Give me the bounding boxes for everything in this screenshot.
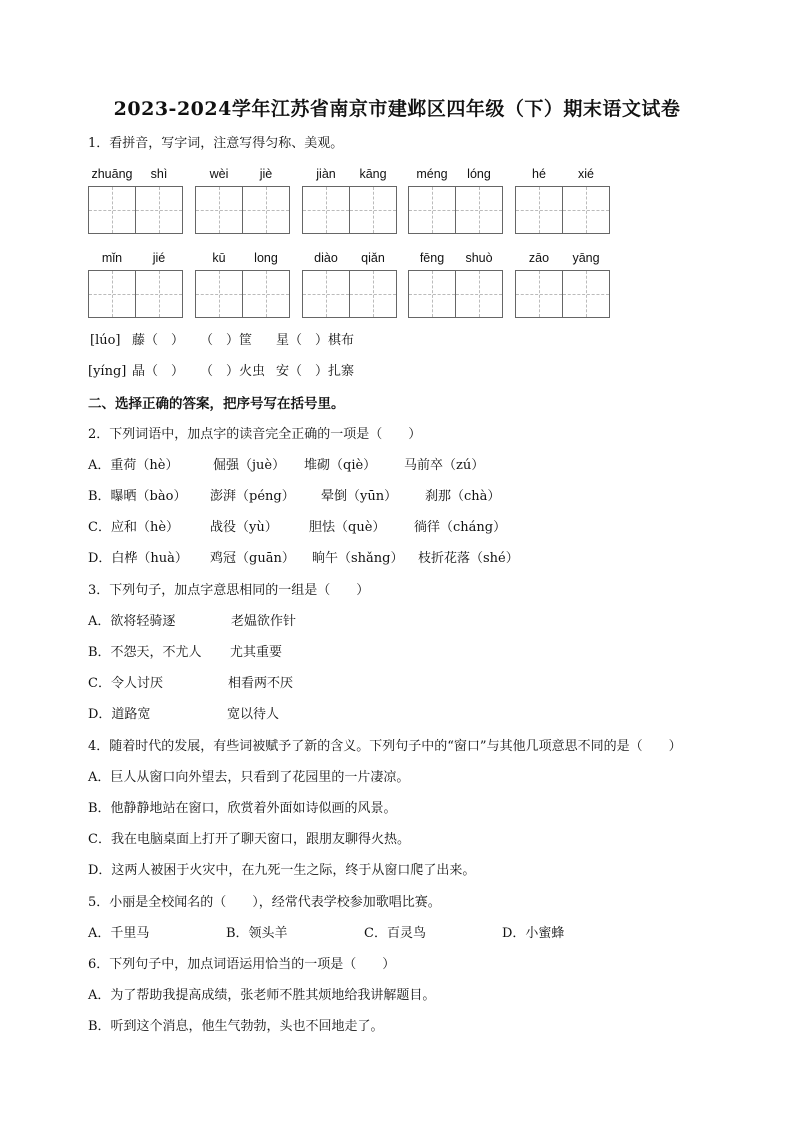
polyphone-item[interactable]: 晶（ ） bbox=[132, 364, 185, 379]
word-box[interactable] bbox=[195, 270, 290, 319]
q2-option-a[interactable] bbox=[88, 457, 548, 475]
char-cell[interactable] bbox=[562, 270, 610, 318]
option-term: C．令人讨厌 bbox=[88, 676, 163, 691]
q5-option-a[interactable]: A．千里马 bbox=[88, 926, 150, 941]
polyphone-item[interactable]: 藤（ ） bbox=[132, 333, 185, 348]
char-cell[interactable] bbox=[408, 186, 456, 234]
char-cell[interactable] bbox=[135, 186, 183, 234]
q1-prompt: 1．看拼音，写字词，注意写得匀称、美观。 bbox=[88, 136, 344, 151]
q3-option-d[interactable] bbox=[88, 706, 388, 724]
char-cell[interactable] bbox=[349, 186, 397, 234]
section-heading: 二、选择正确的答案，把序号写在括号里。 bbox=[88, 396, 345, 412]
option-term: 刹那（chà） bbox=[425, 489, 501, 504]
pinyin: kū bbox=[212, 251, 226, 265]
option-term: B．曝晒（bào） bbox=[88, 489, 187, 504]
word-box[interactable] bbox=[515, 186, 610, 235]
option-term: 晕倒（yūn） bbox=[321, 489, 398, 504]
pinyin: yāng bbox=[572, 251, 600, 265]
char-cell[interactable] bbox=[408, 270, 456, 318]
pinyin: shì bbox=[150, 167, 168, 181]
writing-grid-row-2 bbox=[88, 270, 628, 319]
char-cell[interactable] bbox=[515, 186, 563, 234]
q5-options bbox=[88, 925, 608, 943]
q4-option-d[interactable]: D．这两人被困于火灾中，在九死一生之际，终于从窗口爬了出来。 bbox=[88, 863, 476, 878]
polyphone-item[interactable]: （ ）火虫 bbox=[200, 364, 266, 379]
option-term: 战役（yù） bbox=[210, 520, 278, 535]
polyphone-item[interactable]: （ ）筐 bbox=[200, 333, 253, 348]
writing-grid-row-1 bbox=[88, 186, 628, 235]
option-term: 尤其重要 bbox=[230, 645, 283, 660]
q5-option-d[interactable]: D．小蜜蜂 bbox=[502, 926, 565, 941]
pinyin-row-1 bbox=[88, 167, 628, 185]
option-term: 马前卒（zú） bbox=[404, 458, 485, 473]
char-cell[interactable] bbox=[195, 270, 243, 318]
option-term: 澎湃（péng） bbox=[210, 489, 295, 504]
polyphone-label: [lúo] bbox=[90, 333, 121, 348]
option-term: D．道路宽 bbox=[88, 707, 151, 722]
word-box[interactable] bbox=[88, 186, 183, 235]
char-cell[interactable] bbox=[302, 270, 350, 318]
pinyin: zhuāng bbox=[91, 167, 133, 181]
pinyin: fēng bbox=[419, 251, 445, 265]
option-term: 枝折花落（shé） bbox=[418, 551, 519, 566]
q2-option-d[interactable] bbox=[88, 550, 548, 568]
pinyin: lóng bbox=[467, 167, 491, 181]
char-cell[interactable] bbox=[195, 186, 243, 234]
pinyin: diào bbox=[314, 251, 338, 265]
char-cell[interactable] bbox=[242, 270, 290, 318]
pinyin: shuò bbox=[465, 251, 493, 265]
word-box[interactable] bbox=[88, 270, 183, 319]
char-cell[interactable] bbox=[135, 270, 183, 318]
word-box[interactable] bbox=[408, 186, 503, 235]
char-cell[interactable] bbox=[88, 270, 136, 318]
word-box[interactable] bbox=[408, 270, 503, 319]
pinyin: wèi bbox=[209, 167, 229, 181]
char-cell[interactable] bbox=[455, 270, 503, 318]
pinyin-row-2 bbox=[88, 251, 628, 269]
option-term: A．重荷（hè） bbox=[88, 458, 179, 473]
q3-option-b[interactable] bbox=[88, 644, 388, 662]
option-term: D．白桦（huà） bbox=[88, 551, 188, 566]
q5-option-b[interactable]: B．领头羊 bbox=[226, 926, 288, 941]
word-box[interactable] bbox=[515, 270, 610, 319]
pinyin: hé bbox=[532, 167, 546, 181]
q2-option-b[interactable] bbox=[88, 488, 548, 506]
exam-title: 2023-2024学年江苏省南京市建邺区四年级（下）期末语文试卷 bbox=[113, 98, 681, 120]
option-term: 堆砌（qiè） bbox=[304, 458, 377, 473]
pinyin: mǐn bbox=[101, 251, 123, 265]
polyphone-line-1 bbox=[88, 332, 488, 350]
pinyin: qiǎn bbox=[361, 251, 385, 265]
option-term: 倔强（juè） bbox=[213, 458, 286, 473]
q3-option-c[interactable] bbox=[88, 675, 388, 693]
option-term: 徜徉（cháng） bbox=[414, 520, 507, 535]
option-term: 胆怯（què） bbox=[309, 520, 386, 535]
option-term: 晌午（shǎng） bbox=[312, 551, 404, 566]
polyphone-item[interactable]: 安（ ）扎寨 bbox=[276, 364, 355, 379]
char-cell[interactable] bbox=[515, 270, 563, 318]
q6-option-b[interactable]: B．听到这个消息，他生气勃勃，头也不回地走了。 bbox=[88, 1019, 384, 1034]
word-box[interactable] bbox=[302, 270, 397, 319]
q4-option-a[interactable]: A．巨人从窗口向外望去，只看到了花园里的一片凄凉。 bbox=[88, 770, 410, 785]
word-box[interactable] bbox=[195, 186, 290, 235]
pinyin: xié bbox=[578, 167, 594, 181]
polyphone-line-2 bbox=[88, 363, 488, 381]
char-cell[interactable] bbox=[455, 186, 503, 234]
char-cell[interactable] bbox=[562, 186, 610, 234]
char-cell[interactable] bbox=[302, 186, 350, 234]
pinyin: zāo bbox=[528, 251, 550, 265]
q2-option-c[interactable] bbox=[88, 519, 548, 537]
pinyin: jiàn bbox=[316, 167, 336, 181]
char-cell[interactable] bbox=[349, 270, 397, 318]
q5-prompt: 5．小丽是全校闻名的（ ），经常代表学校参加歌唱比赛。 bbox=[88, 895, 441, 910]
char-cell[interactable] bbox=[88, 186, 136, 234]
q6-prompt: 6．下列句子中，加点词语运用恰当的一项是（ ） bbox=[88, 957, 396, 972]
option-term: 鸡冠（guān） bbox=[210, 551, 295, 566]
pinyin: méng bbox=[416, 167, 448, 181]
q4-option-b[interactable]: B．他静静地站在窗口，欣赏着外面如诗似画的风景。 bbox=[88, 801, 397, 816]
option-term: 相看两不厌 bbox=[228, 676, 294, 691]
char-cell[interactable] bbox=[242, 186, 290, 234]
option-term: 宽以待人 bbox=[227, 707, 280, 722]
pinyin: jié bbox=[152, 251, 166, 265]
option-term: A．欲将轻骑逐 bbox=[88, 614, 176, 629]
q6-option-a[interactable]: A．为了帮助我提高成绩，张老师不胜其烦地给我讲解题目。 bbox=[88, 988, 436, 1003]
option-term: C．应和（hè） bbox=[88, 520, 180, 535]
q5-option-c[interactable]: C．百灵鸟 bbox=[364, 926, 426, 941]
pinyin: kāng bbox=[359, 167, 387, 181]
word-box[interactable] bbox=[302, 186, 397, 235]
polyphone-item[interactable]: 星（ ）棋布 bbox=[276, 333, 355, 348]
pinyin: jiè bbox=[259, 167, 273, 181]
pinyin: long bbox=[254, 251, 278, 265]
q2-prompt: 2．下列词语中，加点字的读音完全正确的一项是（ ） bbox=[88, 427, 422, 442]
q3-option-a[interactable] bbox=[88, 613, 388, 631]
q4-prompt: 4．随着时代的发展，有些词被赋予了新的含义。下列句子中的“窗口”与其他几项意思不同的是（ ） bbox=[88, 739, 682, 754]
q3-prompt: 3．下列句子，加点字意思相同的一组是（ ） bbox=[88, 583, 370, 598]
option-term: 老媪欲作针 bbox=[231, 614, 297, 629]
option-term: B．不怨天，不尤人 bbox=[88, 645, 202, 660]
q4-option-c[interactable]: C．我在电脑桌面上打开了聊天窗口，跟朋友聊得火热。 bbox=[88, 832, 410, 847]
polyphone-label: [yíng] bbox=[88, 364, 127, 379]
